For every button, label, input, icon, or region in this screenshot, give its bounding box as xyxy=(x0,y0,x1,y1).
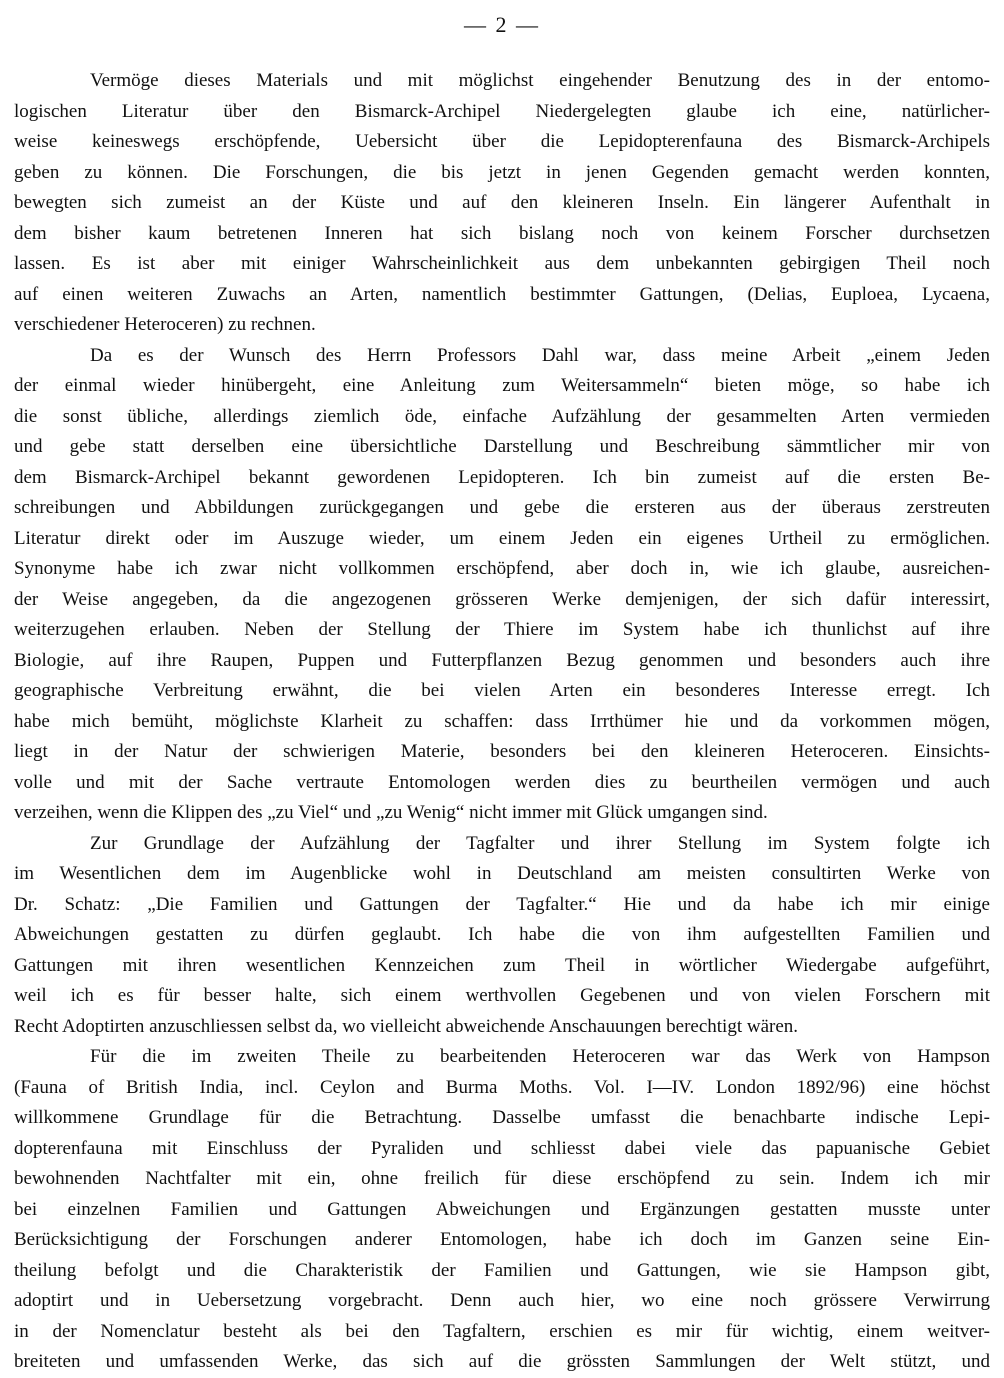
body-text xyxy=(14,66,990,1378)
text-line: willkommene Grundlage für die Betrachtung. Dasselbe umfasst die benachbarte indische Lepi- xyxy=(14,1107,990,1128)
text-line: breiteten und umfassenden Werke, das sich auf die grössten Sammlungen der Welt stützt, und xyxy=(14,1351,990,1372)
paragraph xyxy=(14,1042,990,1378)
text-line: die sonst übliche, allerdings ziemlich öde, einfache Aufzählung der gesammelten Arten vermieden xyxy=(14,405,990,427)
text-line: Für die im zweiten Theile zu bearbeitenden Heteroceren war das Werk von Hampson xyxy=(90,1046,990,1067)
text-line: logischen Literatur über den Bismarck-Archipel Niedergelegten glaube ich eine, natürlicher- xyxy=(14,100,990,122)
text-line: der einmal wieder hinübergeht, eine Anleitung zum Weitersammeln“ bieten möge, so habe ich xyxy=(14,375,990,396)
text-line: und gebe statt derselben eine übersichtliche Darstellung und Beschreibung sämmtlicher mir von xyxy=(14,436,990,457)
text-line: lassen. Es ist aber mit einiger Wahrscheinlichkeit aus dem unbekannten gebirgigen Theil noch xyxy=(14,253,990,274)
text-line: Biologie, auf ihre Raupen, Puppen und Futterpflanzen Bezug genommen und besonders auch ihre xyxy=(14,649,990,671)
text-line: bei einzelnen Familien und Gattungen Abweichungen und Ergänzungen gestatten musste unter xyxy=(14,1198,990,1220)
text-line: dopterenfauna mit Einschluss der Pyraliden und schliesst dabei viele das papuanische Gebiet xyxy=(14,1137,990,1159)
text-line: der Weise angegeben, da die angezogenen grösseren Werke demjenigen, der sich dafür interessirt, xyxy=(14,588,990,610)
text-line: Abweichungen gestatten zu dürfen geglaubt. Ich habe die von ihm aufgestellten Familien und xyxy=(14,924,990,945)
text-line: schreibungen und Abbildungen zurückgegangen und gebe die ersteren aus der überaus zerstreuten xyxy=(14,497,990,518)
text-line: theilung befolgt und die Charakteristik der Familien und Gattungen, wie sie Hampson gibt, xyxy=(14,1259,990,1281)
page-number: — 2 — xyxy=(464,12,540,37)
text-line: volle und mit der Sache vertraute Entomologen werden dies zu beurtheilen vermögen und auch xyxy=(14,771,990,793)
paragraph xyxy=(14,341,990,829)
text-line: adoptirt und in Uebersetzung vorgebracht. Denn auch hier, wo eine noch grössere Verwirrung xyxy=(14,1290,990,1311)
text-line: weil ich es für besser halte, sich einem werthvollen Gegebenen und von vielen Forschern mit xyxy=(14,985,990,1006)
text-line: verzeihen, wenn die Klippen des „zu Viel“ und „zu Wenig“ nicht immer mit Glück umgangen sind. xyxy=(14,802,768,823)
text-line: Dr. Schatz: „Die Familien und Gattungen der Tagfalter.“ Hie und da habe ich mir einige xyxy=(14,893,990,915)
text-line: bewohnenden Nachtfalter mit ein, ohne freilich für diese erschöpfend zu sein. Indem ich mir xyxy=(14,1168,990,1189)
text-line: Recht Adoptirten anzuschliessen selbst da, wo vielleicht abweichende Anschauungen berechtigt wären. xyxy=(14,1015,799,1037)
text-line: auf einen weiteren Zuwachs an Arten, namentlich bestimmter Gattungen, (Delias, Euploea, Lycaena, xyxy=(14,283,990,305)
text-line: dem Bismarck-Archipel bekannt gewordenen Lepidopteren. Ich bin zumeist auf die ersten Be- xyxy=(14,466,990,488)
text-line: in der Nomenclatur besteht als bei den Tagfaltern, erschien es mir für wichtig, einem weitver- xyxy=(14,1320,990,1342)
text-line: Vermöge dieses Materials und mit möglichst eingehender Benutzung des in der entomo- xyxy=(90,70,990,91)
text-line: bewegten sich zumeist an der Küste und auf den kleineren Inseln. Ein längerer Aufenthalt in xyxy=(14,192,990,213)
text-line: (Fauna of British India, incl. Ceylon and Burma Moths. Vol. I—IV. London 1892/96) eine höchst xyxy=(14,1076,990,1098)
text-line: Gattungen mit ihren wesentlichen Kennzeichen zum Theil in wörtlicher Wiedergabe aufgeführt, xyxy=(14,954,990,976)
text-line: Literatur direkt oder im Auszuge wieder, um einem Jeden ein eigenes Urtheil zu ermöglichen. xyxy=(14,527,990,549)
text-line: geben zu können. Die Forschungen, die bis jetzt in jenen Gegenden gemacht werden konnten, xyxy=(14,161,990,183)
text-line: verschiedener Heteroceren) zu rechnen. xyxy=(14,314,316,335)
paragraph xyxy=(14,66,990,341)
text-line: dem bisher kaum betretenen Inneren hat sich bislang noch von keinem Forscher durchsetzen xyxy=(14,222,990,244)
text-line: Synonyme habe ich zwar nicht vollkommen erschöpfend, aber doch in, wie ich glaube, ausreichen- xyxy=(14,558,990,579)
text-line: weise keineswegs erschöpfende, Uebersicht über die Lepidopterenfauna des Bismarck-Archipels xyxy=(14,131,990,152)
text-line: geographische Verbreitung erwähnt, die bei vielen Arten ein besonderes Interesse erregt. Ich xyxy=(14,680,990,701)
text-line: liegt in der Natur der schwierigen Materie, besonders bei den kleineren Heteroceren. Einsichts- xyxy=(14,741,990,762)
text-line: Berücksichtigung der Forschungen anderer Entomologen, habe ich doch im Ganzen seine Ein- xyxy=(14,1229,990,1250)
text-line: Zur Grundlage der Aufzählung der Tagfalter und ihrer Stellung im System folgte ich xyxy=(90,832,990,854)
text-line: habe mich bemüht, möglichste Klarheit zu schaffen: dass Irrthümer hie und da vorkommen mögen, xyxy=(14,710,990,732)
paragraph xyxy=(14,829,990,1043)
text-line: im Wesentlichen dem im Augenblicke wohl in Deutschland am meisten consultirten Werke von xyxy=(14,863,990,884)
text-line: weiterzugehen erlauben. Neben der Stellung der Thiere im System habe ich thunlichst auf ihre xyxy=(14,619,990,640)
text-line: Da es der Wunsch des Herrn Professors Dahl war, dass meine Arbeit „einem Jeden xyxy=(90,344,990,366)
